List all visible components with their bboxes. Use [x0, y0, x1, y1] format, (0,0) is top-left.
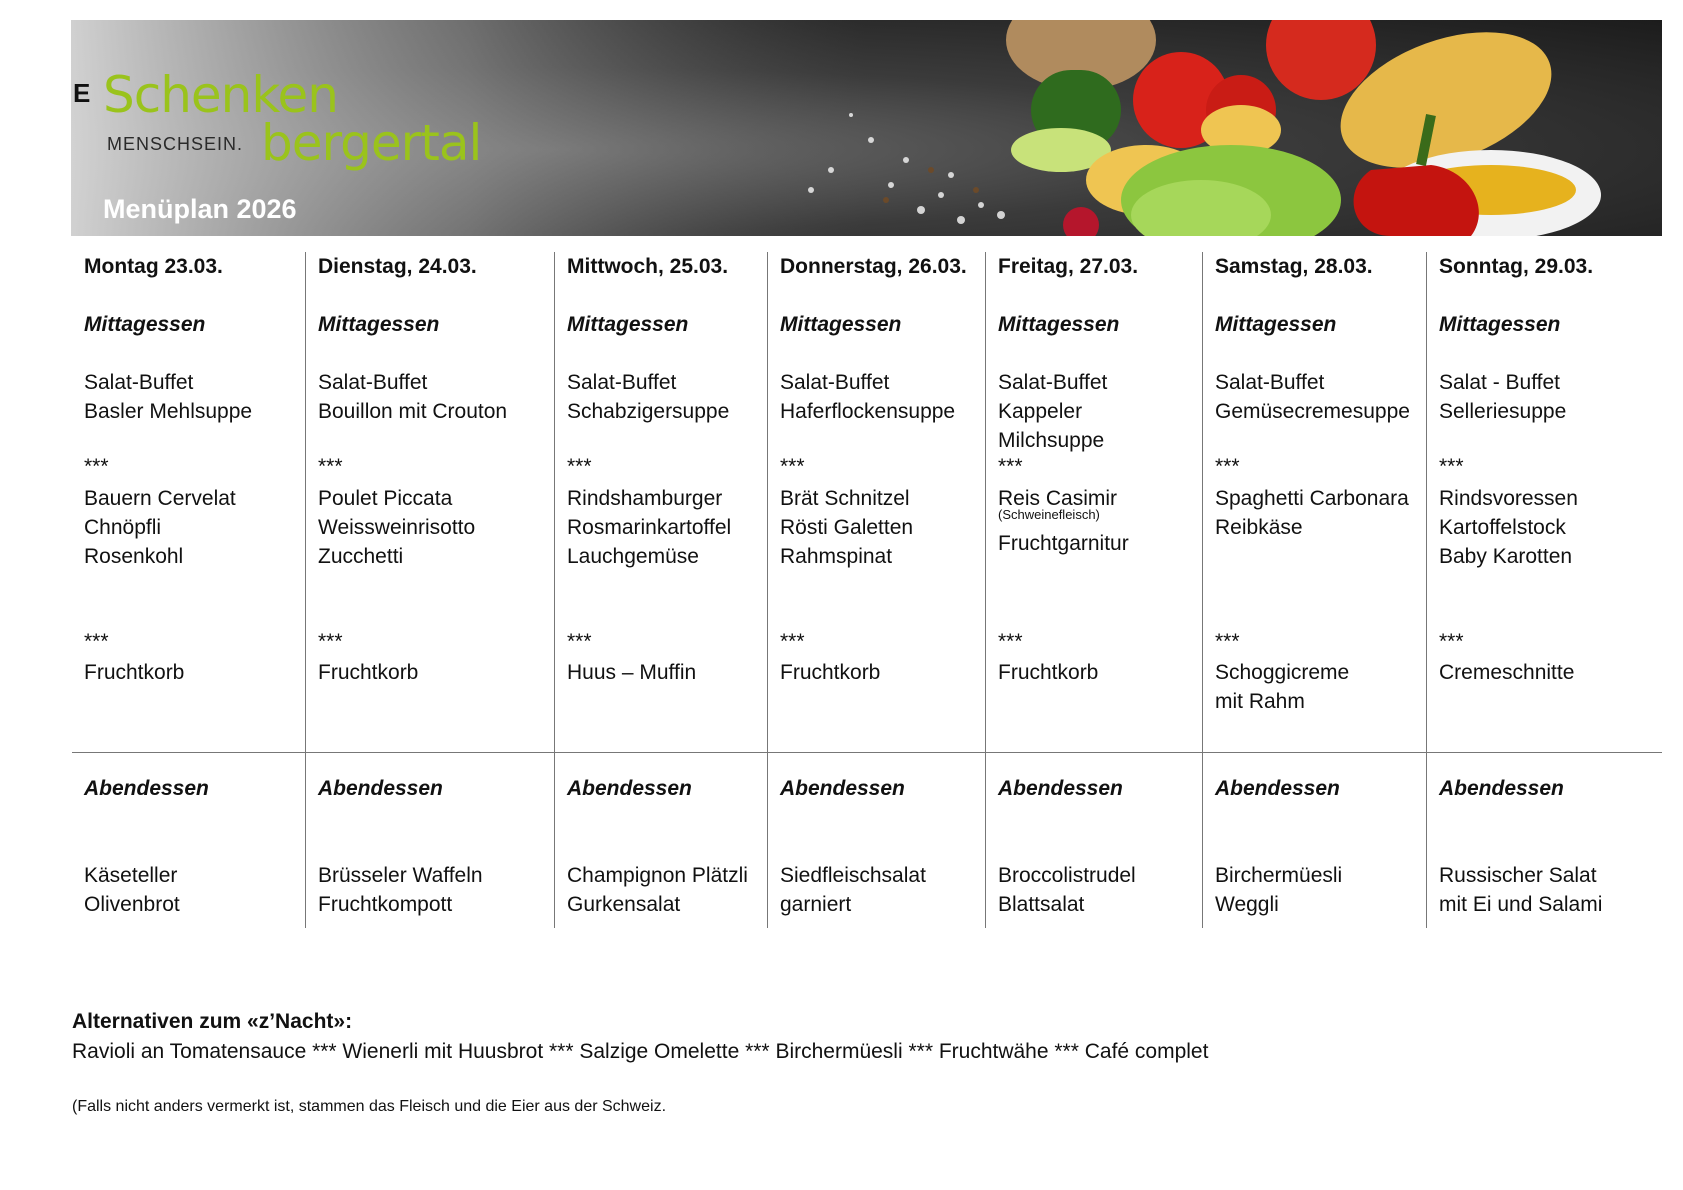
day-column — [1202, 252, 1426, 928]
day-heading: Dienstag, 24.03. — [318, 255, 477, 278]
main-item: Bauern Cervelat — [84, 487, 236, 510]
dinner-label: Abendessen — [84, 777, 209, 800]
dinner-item: Russischer Salat — [1439, 864, 1597, 887]
dessert-item: Fruchtkorb — [84, 661, 185, 684]
course-separator: *** — [1215, 455, 1240, 478]
main-item: Rindsvoressen — [1439, 487, 1578, 510]
footnote: (Falls nicht anders vermerkt ist, stammen das Fleisch und die Eier aus der Schweiz. — [72, 1098, 667, 1115]
course-separator: *** — [84, 630, 109, 653]
starter-item: Selleriesuppe — [1439, 400, 1567, 423]
day-column — [554, 252, 767, 928]
dessert-item: Huus – Muffin — [567, 661, 697, 684]
dinner-item: Brüsseler Waffeln — [318, 864, 483, 887]
main-item: Lauchgemüse — [567, 545, 699, 568]
page-title: Menüplan 2026 — [103, 194, 297, 224]
lunch-label: Mittagessen — [780, 313, 902, 336]
course-separator: *** — [1439, 455, 1464, 478]
logo-wordmark: Schenken — [103, 66, 338, 124]
day-heading: Samstag, 28.03. — [1215, 255, 1373, 278]
dessert-item: mit Rahm — [1215, 690, 1305, 713]
starter-item: Salat-Buffet — [1215, 371, 1325, 394]
main-item: Brät Schnitzel — [780, 487, 910, 510]
dinner-label: Abendessen — [318, 777, 443, 800]
main-item: Baby Karotten — [1439, 545, 1573, 568]
dinner-label: Abendessen — [1215, 777, 1340, 800]
dinner-item: Champignon Plätzli — [567, 864, 748, 887]
starter-item: Bouillon mit Crouton — [318, 400, 508, 423]
starter-item: Gemüsecremesuppe — [1215, 400, 1410, 423]
day-heading: Sonntag, 29.03. — [1439, 255, 1594, 278]
main-item: Reis Casimir — [998, 487, 1118, 510]
course-separator: *** — [998, 455, 1023, 478]
main-item: Rahmspinat — [780, 545, 893, 568]
dinner-label: Abendessen — [1439, 777, 1564, 800]
starter-item: Salat-Buffet — [567, 371, 677, 394]
dinner-item: Broccolistrudel — [998, 864, 1136, 887]
main-item: Kartoffelstock — [1439, 516, 1566, 539]
main-item: Reibkäse — [1215, 516, 1303, 539]
starter-item: Basler Mehlsuppe — [84, 400, 253, 423]
logo-tagline: MENSCHSEIN. — [107, 134, 244, 154]
starter-item: Kappeler — [998, 400, 1083, 423]
lunch-label: Mittagessen — [1215, 313, 1337, 336]
course-separator: *** — [1215, 630, 1240, 653]
dessert-item: Fruchtkorb — [318, 661, 419, 684]
course-separator: *** — [567, 455, 592, 478]
main-item: Rösti Galetten — [780, 516, 914, 539]
starter-item: Salat-Buffet — [318, 371, 428, 394]
main-item: Rosenkohl — [84, 545, 184, 568]
day-heading: Montag 23.03. — [84, 255, 223, 278]
starter-item: Haferflockensuppe — [780, 400, 956, 423]
course-separator: *** — [567, 630, 592, 653]
main-item: Rosmarinkartoffel — [567, 516, 732, 539]
starter-item: Schabzigersuppe — [567, 400, 730, 423]
course-separator: *** — [318, 630, 343, 653]
dinner-item: mit Ei und Salami — [1439, 893, 1603, 916]
course-separator: *** — [1439, 630, 1464, 653]
main-note: (Schweinefleisch) — [998, 507, 1100, 522]
day-column — [305, 252, 554, 928]
day-column — [767, 252, 985, 928]
main-item: Fruchtgarnitur — [998, 532, 1129, 555]
course-separator: *** — [780, 630, 805, 653]
lunch-label: Mittagessen — [318, 313, 440, 336]
course-separator: *** — [780, 455, 805, 478]
main-item: Spaghetti Carbonara — [1215, 487, 1409, 510]
dinner-label: Abendessen — [780, 777, 905, 800]
day-heading: Donnerstag, 26.03. — [780, 255, 967, 278]
dinner-item: Fruchtkompott — [318, 893, 453, 916]
course-separator: *** — [84, 455, 109, 478]
starter-item: Salat - Buffet — [1439, 371, 1561, 394]
day-heading: Freitag, 27.03. — [998, 255, 1139, 278]
logo-subword: bergertal — [261, 114, 482, 172]
lunch-label: Mittagessen — [567, 313, 689, 336]
dinner-item: Käseteller — [84, 864, 178, 887]
course-separator: *** — [998, 630, 1023, 653]
starter-item: Salat-Buffet — [84, 371, 194, 394]
logo-letter: E — [73, 78, 91, 108]
dinner-item: Siedfleischsalat — [780, 864, 926, 887]
lunch-label: Mittagessen — [84, 313, 206, 336]
dinner-item: garniert — [780, 893, 852, 916]
main-item: Weissweinrisotto — [318, 516, 476, 539]
dessert-item: Fruchtkorb — [780, 661, 881, 684]
dinner-item: Olivenbrot — [84, 893, 180, 916]
dinner-item: Gurkensalat — [567, 893, 681, 916]
dinner-item: Weggli — [1215, 893, 1279, 916]
day-column — [1426, 252, 1662, 928]
dessert-item: Fruchtkorb — [998, 661, 1099, 684]
starter-item: Milchsuppe — [998, 429, 1105, 452]
alternatives-title: Alternativen zum «z’Nacht»: — [72, 1010, 353, 1033]
day-column — [985, 252, 1202, 928]
dinner-item: Blattsalat — [998, 893, 1085, 916]
dinner-label: Abendessen — [567, 777, 692, 800]
main-item: Rindshamburger — [567, 487, 723, 510]
day-column — [72, 252, 305, 928]
lunch-label: Mittagessen — [998, 313, 1120, 336]
dessert-item: Schoggicreme — [1215, 661, 1350, 684]
header-banner — [71, 20, 1662, 236]
day-heading: Mittwoch, 25.03. — [567, 255, 729, 278]
main-item: Poulet Piccata — [318, 487, 453, 510]
course-separator: *** — [318, 455, 343, 478]
starter-item: Salat-Buffet — [780, 371, 890, 394]
alternatives-text: Ravioli an Tomatensauce *** Wienerli mit Huusbrot *** Salzige Omelette *** Birchermüesli *** Fruchtwähe *** Café complet — [72, 1040, 1209, 1063]
starter-item: Salat-Buffet — [998, 371, 1108, 394]
dessert-item: Cremeschnitte — [1439, 661, 1575, 684]
lunch-label: Mittagessen — [1439, 313, 1561, 336]
main-item: Chnöpfli — [84, 516, 162, 539]
dinner-label: Abendessen — [998, 777, 1123, 800]
dinner-item: Birchermüesli — [1215, 864, 1343, 887]
main-item: Zucchetti — [318, 545, 404, 568]
